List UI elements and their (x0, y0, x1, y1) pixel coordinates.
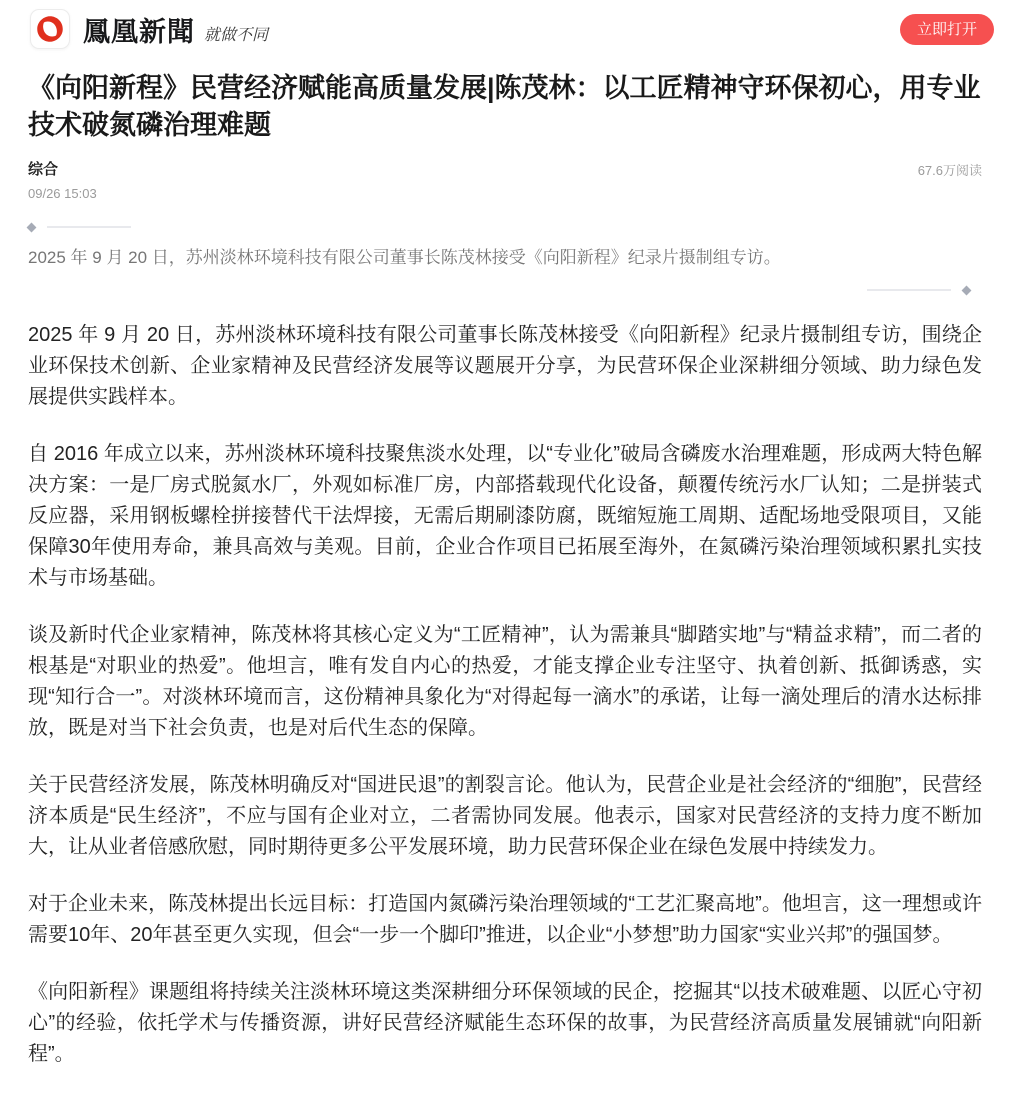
body-paragraph: 2025 年 9 月 20 日，苏州淡林环境科技有限公司董事长陈茂林接受《向阳新程》纪录片摄制组专访，围绕企业环保技术创新、企业家精神及民营经济发展等议题展开分享，为民营环保企业深耕细分领域、助力绿色发展提供实践样本。 (28, 324, 982, 408)
decoration-line (47, 226, 131, 228)
phoenix-logo-icon[interactable] (30, 9, 70, 49)
publish-time: 09/26 15:03 (28, 186, 97, 201)
app-header (0, 0, 1010, 57)
lede-close-decoration (28, 286, 982, 294)
brand-wordmark[interactable]: 鳳凰新聞 (83, 16, 195, 47)
open-app-button[interactable]: 立即打开 (900, 14, 994, 45)
lede-block (28, 223, 982, 294)
diamond-icon (27, 222, 37, 232)
article-title: 《向阳新程》民营经济赋能高质量发展|陈茂林：以工匠精神守环保初心，用专业技术破氮磷治理难题 (28, 73, 981, 140)
body-paragraph: 《向阳新程》课题组将持续关注淡林环境这类深耕细分环保领域的民企，挖掘其“以技术破难题、以匠心守初心”的经验，依托学术与传播资源，讲好民营经济赋能生态环保的故事，为民营经济高质量发展铺就“向阳新程”。 (28, 981, 982, 1065)
body-paragraph: 谈及新时代企业家精神，陈茂林将其核心定义为“工匠精神”，认为需兼具“脚踏实地”与“精益求精”，而二者的根基是“对职业的热爱”。他坦言，唯有发自内心的热爱，才能支撑企业专注坚守、执着创新、抵御诱惑，实现“知行合一”。对淡林环境而言，这份精神具象化为“对得起每一滴水”的承诺，让每一滴处理后的清水达标排放，既是对当下社会负责，也是对后代生态的保障。 (28, 624, 982, 739)
article-body (28, 320, 982, 1114)
diamond-icon (962, 285, 972, 295)
article-meta (28, 158, 982, 201)
brand-slogan: 就做不同 (204, 24, 269, 44)
article-content (0, 70, 1010, 1114)
body-paragraph: 自 2016 年成立以来，苏州淡林环境科技聚焦淡水处理，以“专业化”破局含磷废水治理难题，形成两大特色解决方案：一是厂房式脱氮水厂，外观如标准厂房，内部搭载现代化设备，颠覆传统污水厂认知；二是拼装式反应器，采用钢板螺栓拼接替代干法焊接，无需后期刷漆防腐，既缩短施工周期、适配场地受限项目，又能保障30年使用寿命，兼具高效与美观。目前，企业合作项目已拓展至海外，在氮磷污染治理领域积累扎实技术与市场基础。 (28, 443, 982, 589)
body-paragraph: 对于企业未来，陈茂林提出长远目标：打造国内氮磷污染治理领域的“工艺汇聚高地”。他坦言，这一理想或许需要10年、20年甚至更久实现，但会“一步一个脚印”推进，以企业“小梦想”助力国家“实业兴邦”的强国梦。 (28, 893, 982, 946)
read-count: 67.6万阅读 (917, 163, 982, 178)
lede-open-decoration (28, 223, 982, 231)
lede-text: 2025 年 9 月 20 日，苏州淡林环境科技有限公司董事长陈茂林接受《向阳新程》纪录片摄制组专访。 (28, 248, 781, 267)
body-paragraph: 关于民营经济发展，陈茂林明确反对“国进民退”的割裂言论。他认为，民营企业是社会经济的“细胞”，民营经济本质是“民生经济”，不应与国有企业对立，二者需协同发展。他表示，国家对民营经济的支持力度不断加大，让从业者倍感欣慰，同时期待更多公平发展环境，助力民营环保企业在绿色发展中持续发力。 (28, 774, 982, 858)
meta-left (28, 158, 97, 201)
decoration-line (867, 289, 951, 291)
source-label: 综合 (28, 161, 59, 178)
